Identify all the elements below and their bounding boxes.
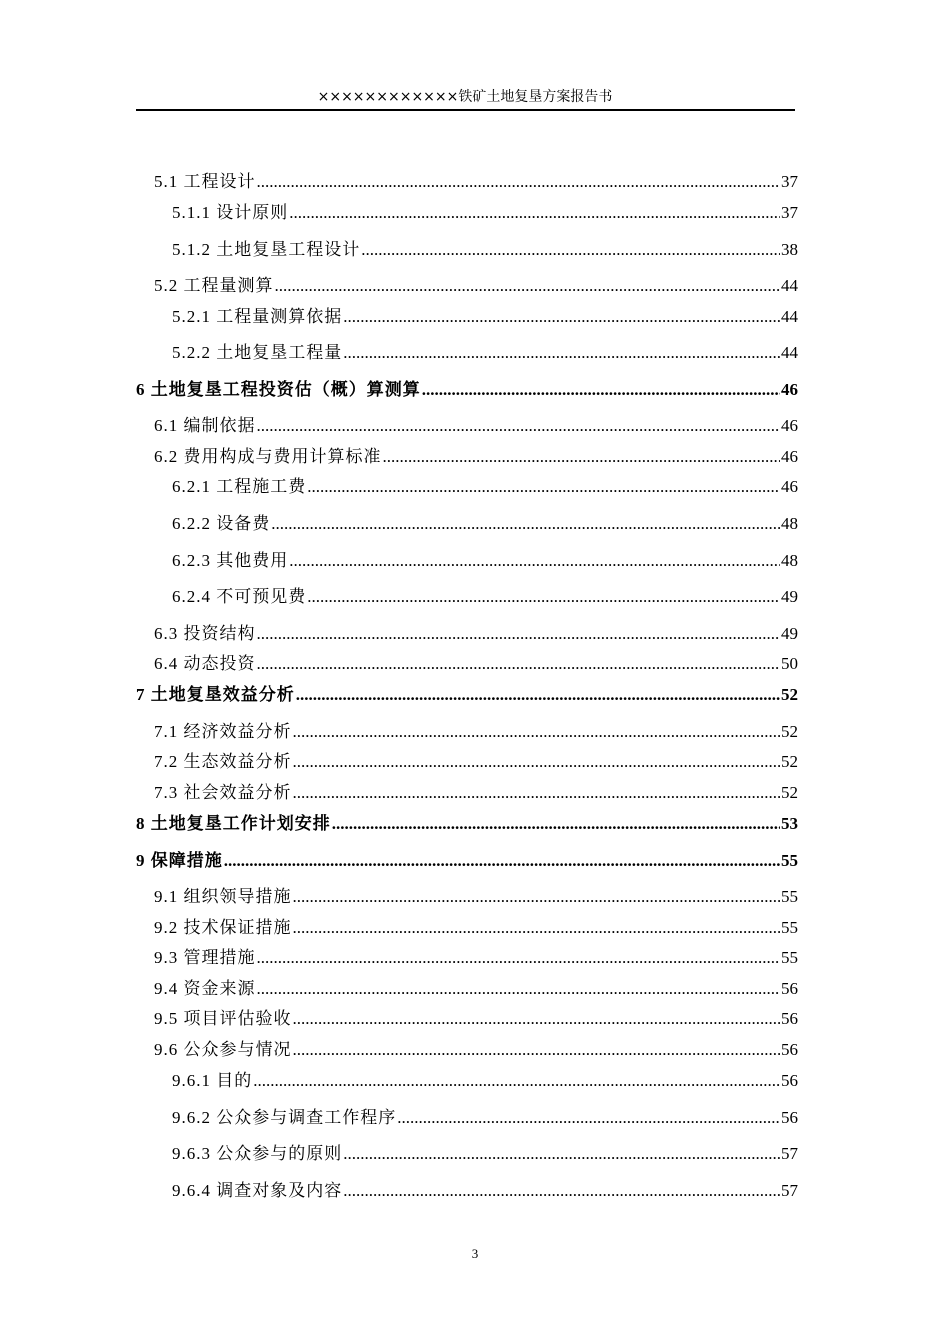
toc-entry[interactable] xyxy=(172,1178,798,1202)
toc-entry[interactable] xyxy=(172,548,798,572)
toc-entry-page: 50 xyxy=(781,654,798,673)
toc-entry-title: 9.6 公众参与情况 xyxy=(154,1040,292,1059)
toc-dot-leader xyxy=(296,684,780,706)
toc-entry-title: 6.1 编制依据 xyxy=(154,416,256,435)
toc-entry-title: 9.6.2 公众参与调查工作程序 xyxy=(172,1108,397,1127)
toc-entry-page: 56 xyxy=(781,1071,798,1090)
toc-entry[interactable] xyxy=(154,1037,798,1061)
toc-entry-title: 8 土地复垦工作计划安排 xyxy=(136,814,331,833)
toc-entry[interactable] xyxy=(154,651,798,675)
toc-entry[interactable] xyxy=(154,780,798,804)
toc-dot-leader xyxy=(289,202,780,224)
toc-entry-title: 6.3 投资结构 xyxy=(154,624,256,643)
toc-entry[interactable] xyxy=(154,915,798,939)
toc-entry-title: 6.4 动态投资 xyxy=(154,654,256,673)
toc-dot-leader xyxy=(293,917,781,939)
toc-entry-title: 9.4 资金来源 xyxy=(154,979,256,998)
toc-entry[interactable] xyxy=(172,237,798,261)
toc-entry-page: 44 xyxy=(781,307,798,326)
toc-entry-title: 6.2.3 其他费用 xyxy=(172,551,289,570)
toc-entry-title: 6.2.2 设备费 xyxy=(172,514,271,533)
toc-entry-page: 37 xyxy=(781,172,798,191)
toc-entry-page: 55 xyxy=(781,887,798,906)
toc-dot-leader xyxy=(275,275,781,297)
toc-dot-leader xyxy=(307,476,780,498)
toc-dot-leader xyxy=(224,850,780,872)
toc-dot-leader xyxy=(397,1107,780,1129)
toc-entry-page: 48 xyxy=(781,514,798,533)
toc-dot-leader xyxy=(293,782,781,804)
toc-dot-leader xyxy=(332,813,780,835)
toc-entry-page: 55 xyxy=(781,918,798,937)
toc-entry-title: 5.1 工程设计 xyxy=(154,172,256,191)
toc-entry-title: 5.1.2 土地复垦工程设计 xyxy=(172,240,361,259)
toc-entry[interactable] xyxy=(154,273,798,297)
toc-entry-title: 9.1 组织领导措施 xyxy=(154,887,292,906)
toc-entry-title: 7 土地复垦效益分析 xyxy=(136,685,295,704)
toc-dot-leader xyxy=(343,1143,780,1165)
toc-entry-title: 9.6.1 目的 xyxy=(172,1071,253,1090)
toc-dot-leader xyxy=(257,978,781,1000)
toc-entry-title: 6.2.4 不可预见费 xyxy=(172,587,307,606)
header-rule xyxy=(136,109,795,111)
toc-entry[interactable] xyxy=(172,511,798,535)
toc-dot-leader xyxy=(307,586,780,608)
toc-entry-page: 56 xyxy=(781,1009,798,1028)
toc-entry-page: 57 xyxy=(781,1181,798,1200)
toc-dot-leader xyxy=(257,653,781,675)
toc-entry-page: 46 xyxy=(781,380,798,399)
toc-dot-leader xyxy=(293,751,781,773)
toc-entry[interactable] xyxy=(154,719,798,743)
running-header: ××××××××××××铁矿土地复垦方案报告书 xyxy=(317,89,613,105)
toc-entry[interactable] xyxy=(136,682,798,706)
toc-entry-page: 52 xyxy=(781,752,798,771)
toc-entry[interactable] xyxy=(172,1068,798,1092)
toc-entry[interactable] xyxy=(154,749,798,773)
toc-entry-page: 46 xyxy=(781,447,798,466)
toc-entry-title: 5.2.2 土地复垦工程量 xyxy=(172,343,343,362)
toc-entry[interactable] xyxy=(172,304,798,328)
toc-dot-leader xyxy=(361,239,780,261)
toc-entry[interactable] xyxy=(172,340,798,364)
toc-entry-page: 46 xyxy=(781,477,798,496)
toc-entry[interactable] xyxy=(136,848,798,872)
toc-dot-leader xyxy=(343,342,780,364)
toc-dot-leader xyxy=(293,721,781,743)
toc-dot-leader xyxy=(257,415,781,437)
toc-dot-leader xyxy=(257,623,781,645)
toc-dot-leader xyxy=(293,1039,781,1061)
toc-entry[interactable] xyxy=(172,474,798,498)
toc-entry[interactable] xyxy=(154,976,798,1000)
toc-entry-title: 7.2 生态效益分析 xyxy=(154,752,292,771)
toc-entry[interactable] xyxy=(172,200,798,224)
toc-entry-page: 49 xyxy=(781,624,798,643)
toc-entry-page: 38 xyxy=(781,240,798,259)
toc-entry-page: 44 xyxy=(781,276,798,295)
toc-dot-leader xyxy=(293,886,781,908)
toc-dot-leader xyxy=(422,379,780,401)
toc-entry-page: 46 xyxy=(781,416,798,435)
toc-entry-title: 7.1 经济效益分析 xyxy=(154,722,292,741)
toc-entry-title: 9.2 技术保证措施 xyxy=(154,918,292,937)
toc-entry-title: 6.2 费用构成与费用计算标准 xyxy=(154,447,382,466)
toc-entry-title: 6 土地复垦工程投资估（概）算测算 xyxy=(136,380,421,399)
toc-entry-page: 52 xyxy=(781,783,798,802)
toc-entry[interactable] xyxy=(154,884,798,908)
toc-entry-title: 5.2.1 工程量测算依据 xyxy=(172,307,343,326)
toc-entry-title: 9.5 项目评估验收 xyxy=(154,1009,292,1028)
toc-entry-title: 5.2 工程量测算 xyxy=(154,276,274,295)
toc-entry[interactable] xyxy=(154,169,798,193)
toc-entry[interactable] xyxy=(154,621,798,645)
toc-entry-page: 37 xyxy=(781,203,798,222)
toc-dot-leader xyxy=(343,1180,780,1202)
toc-dot-leader xyxy=(383,446,781,468)
toc-entry-page: 48 xyxy=(781,551,798,570)
toc-entry-page: 52 xyxy=(781,685,798,704)
toc-entry-page: 53 xyxy=(781,814,798,833)
toc-dot-leader xyxy=(253,1070,780,1092)
toc-entry-title: 7.3 社会效益分析 xyxy=(154,783,292,802)
toc-entry-page: 44 xyxy=(781,343,798,362)
toc-entry-title: 6.2.1 工程施工费 xyxy=(172,477,307,496)
toc-dot-leader xyxy=(293,1008,781,1030)
toc-entry[interactable] xyxy=(172,1105,798,1129)
toc-entry-title: 9 保障措施 xyxy=(136,851,223,870)
toc-entry-page: 56 xyxy=(781,1040,798,1059)
toc-entry-page: 52 xyxy=(781,722,798,741)
toc-entry[interactable] xyxy=(136,811,798,835)
toc-entry[interactable] xyxy=(172,584,798,608)
toc-entry-title: 9.6.3 公众参与的原则 xyxy=(172,1144,343,1163)
toc-entry[interactable] xyxy=(136,377,798,401)
page-number: 3 xyxy=(471,1246,479,1261)
toc-dot-leader xyxy=(343,306,780,328)
toc-entry-page: 49 xyxy=(781,587,798,606)
toc-entry-page: 57 xyxy=(781,1144,798,1163)
toc-entry[interactable] xyxy=(154,1006,798,1030)
toc-entry-page: 56 xyxy=(781,979,798,998)
toc-entry[interactable] xyxy=(154,945,798,969)
toc-dot-leader xyxy=(271,513,780,535)
toc-entry[interactable] xyxy=(172,1141,798,1165)
toc-entry[interactable] xyxy=(154,444,798,468)
toc-entry-title: 9.3 管理措施 xyxy=(154,948,256,967)
toc-entry-page: 55 xyxy=(781,851,798,870)
toc-entry-title: 5.1.1 设计原则 xyxy=(172,203,289,222)
toc-dot-leader xyxy=(257,947,781,969)
toc-entry[interactable] xyxy=(154,413,798,437)
toc-entry-title: 9.6.4 调查对象及内容 xyxy=(172,1181,343,1200)
toc-dot-leader xyxy=(289,550,780,572)
toc-entry-page: 56 xyxy=(781,1108,798,1127)
toc-entry-page: 55 xyxy=(781,948,798,967)
toc-dot-leader xyxy=(257,171,781,193)
